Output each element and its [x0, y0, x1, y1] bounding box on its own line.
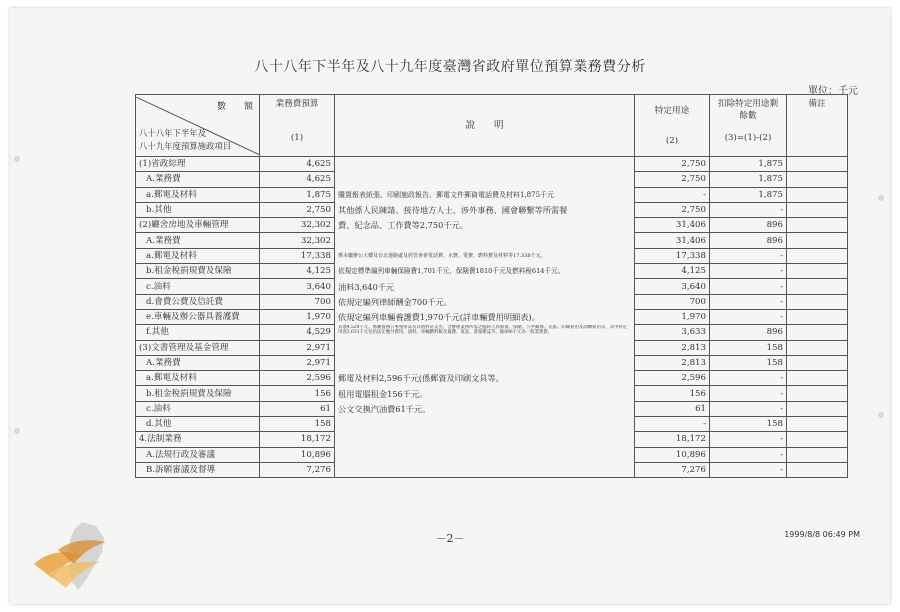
corner-header-bottom-2: 八十九年度預算施政項目 — [139, 140, 232, 151]
remaining-cell: - — [710, 264, 787, 279]
budget-cell: 7,276 — [260, 462, 335, 477]
description-cell: 依規定編列車輛養護費1,970千元(詳車輛費用明細表)。 — [335, 309, 635, 324]
row-label: c.油料 — [136, 279, 260, 294]
remaining-cell: - — [710, 432, 787, 447]
table-row — [136, 248, 848, 263]
description-cell — [335, 157, 635, 172]
budget-cell: 2,971 — [260, 340, 335, 355]
table-row — [136, 218, 848, 233]
remaining-cell: - — [710, 279, 787, 294]
punch-hole — [14, 428, 20, 434]
remarks-cell — [787, 340, 848, 355]
description-cell: 公文交換汽油費61千元。 — [335, 401, 635, 416]
remarks-cell — [787, 325, 848, 340]
description-cell — [335, 172, 635, 187]
remaining-cell: - — [710, 309, 787, 324]
description-cell — [335, 432, 635, 447]
table-row — [136, 386, 848, 401]
budget-cell: 700 — [260, 294, 335, 309]
description-cell: 郵電及材料2,596千元(係郵資及印刷文具等。 — [335, 371, 635, 386]
row-label: A.法規行政及審議 — [136, 447, 260, 462]
budget-cell: 156 — [260, 386, 335, 401]
designated-cell: - — [635, 187, 710, 202]
designated-cell: 18,172 — [635, 432, 710, 447]
description-cell — [335, 447, 635, 462]
budget-cell: 61 — [260, 401, 335, 416]
table-row — [136, 172, 848, 187]
designated-cell: 31,406 — [635, 233, 710, 248]
designated-cell: 31,406 — [635, 218, 710, 233]
remaining-cell: 158 — [710, 417, 787, 432]
description-cell: 其他4,529千元，係購置辦公事務用品及其他經常支出，含辦理業務所需之臨時人員薪資、保險、公共關係、差旅、印刷費用及訓練費用等，其中特定用途3,633千元包括法定應付費用、油料、車輛燃料稅及養護、電話、書報雜誌等，餘896千元為一般業務費。 — [335, 325, 635, 371]
remarks-cell — [787, 386, 848, 401]
designated-cell: 10,896 — [635, 447, 710, 462]
remarks-cell — [787, 218, 848, 233]
designated-cell: 2,813 — [635, 355, 710, 370]
budget-cell: 4,625 — [260, 157, 335, 172]
description-cell: 依規定標準編列車輛保險費1,701千元、保險費1810千元及燃料稅614千元。 — [335, 264, 635, 279]
budget-header — [260, 95, 335, 157]
budget-cell: 32,302 — [260, 218, 335, 233]
designated-cell: 3,640 — [635, 279, 710, 294]
table-row — [136, 432, 848, 447]
unit-label: 單位：千元 — [808, 86, 858, 97]
table-row — [136, 417, 848, 432]
table-row — [136, 294, 848, 309]
page-number: －2－ — [435, 532, 465, 545]
row-label: d.其他 — [136, 417, 260, 432]
description-cell: 油料3,640千元 — [335, 279, 635, 294]
designated-cell: 4,125 — [635, 264, 710, 279]
row-label: c.油料 — [136, 401, 260, 416]
remaining-cell: 1,875 — [710, 157, 787, 172]
remaining-cell: - — [710, 294, 787, 309]
print-timestamp: 1999/8/8 06:49 PM — [784, 530, 860, 539]
row-label: (3)文書管理及基金管理 — [136, 340, 260, 355]
budget-cell: 2,750 — [260, 202, 335, 217]
table-row — [136, 309, 848, 324]
designated-cell: 2,750 — [635, 172, 710, 187]
table-row — [136, 233, 848, 248]
remaining-cell: 896 — [710, 233, 787, 248]
table-row — [136, 157, 848, 172]
budget-cell: 4,529 — [260, 325, 335, 340]
remaining-header — [710, 95, 787, 157]
designated-cell: 700 — [635, 294, 710, 309]
remarks-cell — [787, 157, 848, 172]
designated-cell: 156 — [635, 386, 710, 401]
designated-header-label: 特定用途 — [654, 105, 690, 116]
designated-cell: 2,750 — [635, 202, 710, 217]
remaining-cell: 1,875 — [710, 187, 787, 202]
taiwan-map-logo-icon — [24, 516, 144, 596]
description-cell — [335, 417, 635, 432]
designated-header — [635, 95, 710, 157]
description-cell — [335, 233, 635, 248]
row-label: 4.法制業務 — [136, 432, 260, 447]
remarks-cell — [787, 447, 848, 462]
budget-header-label: 業務費預算 — [275, 99, 319, 109]
row-label: d.會費公費及信託費 — [136, 294, 260, 309]
description-cell: 購置報表紙張、印刷施政報告、郵電文件郵資電話費及材料1,875千元 — [335, 187, 635, 202]
row-label: f.其他 — [136, 325, 260, 340]
description-header: 說 明 — [335, 95, 635, 157]
description-cell: 租用電腦租金156千元。 — [335, 386, 635, 401]
remarks-cell — [787, 279, 848, 294]
budget-cell: 2,596 — [260, 371, 335, 386]
row-label: b.其他 — [136, 202, 260, 217]
budget-cell: 1,970 — [260, 309, 335, 324]
remaining-header-label-1: 扣除特定用途剩 — [717, 99, 779, 109]
designated-cell: 2,596 — [635, 371, 710, 386]
remarks-cell — [787, 417, 848, 432]
remaining-cell: - — [710, 401, 787, 416]
remaining-cell: 158 — [710, 355, 787, 370]
table-row — [136, 371, 848, 386]
budget-cell: 3,640 — [260, 279, 335, 294]
table-row — [136, 462, 848, 477]
row-label: b.租金稅捐規費及保險 — [136, 264, 260, 279]
description-cell: 費、紀念品、工作費等2,750千元。 — [335, 218, 635, 233]
corner-header-cell — [136, 95, 260, 157]
remarks-cell — [787, 401, 848, 416]
punch-hole — [14, 156, 20, 162]
remaining-cell: - — [710, 371, 787, 386]
table-row — [136, 279, 848, 294]
budget-cell: 1,875 — [260, 187, 335, 202]
description-cell: 其他係人民陳請、接待地方人士、涉外事務、國會聯繫等所需餐 — [335, 202, 635, 217]
designated-cell: 3,633 — [635, 325, 710, 340]
row-label: e.車輛及辦公器具養護費 — [136, 309, 260, 324]
budget-table — [135, 94, 848, 478]
header-row — [136, 95, 848, 157]
remarks-cell — [787, 371, 848, 386]
remarks-cell — [787, 202, 848, 217]
remarks-cell — [787, 264, 848, 279]
punch-hole — [878, 412, 884, 418]
remaining-header-label-2: 餘數 — [739, 111, 757, 121]
designated-cell: 7,276 — [635, 462, 710, 477]
budget-cell: 32,302 — [260, 233, 335, 248]
remaining-header-formula: (3)=(1)-(2) — [724, 133, 772, 143]
designated-cell: - — [635, 417, 710, 432]
table-row — [136, 447, 848, 462]
remarks-cell — [787, 187, 848, 202]
row-label: B.訴願審議及督導 — [136, 462, 260, 477]
document-title: 八十八年下半年及八十九年度臺灣省政府單位預算業務費分析 — [254, 59, 646, 75]
designated-cell: 17,338 — [635, 248, 710, 263]
designated-cell: 61 — [635, 401, 710, 416]
description-cell: 依規定編列律師酬金700千元。 — [335, 294, 635, 309]
remarks-header: 備註 — [787, 95, 848, 157]
row-label: (2)廳舍房地及車輛管理 — [136, 218, 260, 233]
budget-cell: 18,172 — [260, 432, 335, 447]
budget-header-number: (1) — [290, 133, 304, 143]
remaining-cell: 896 — [710, 325, 787, 340]
remarks-cell — [787, 462, 848, 477]
remarks-cell — [787, 172, 848, 187]
remarks-cell — [787, 355, 848, 370]
row-label: a.郵電及材料 — [136, 371, 260, 386]
remaining-cell: - — [710, 248, 787, 263]
table-row — [136, 325, 848, 340]
budget-cell: 17,338 — [260, 248, 335, 263]
row-label: A.業務費 — [136, 172, 260, 187]
remaining-cell: - — [710, 386, 787, 401]
corner-header-top: 數 額 — [216, 101, 253, 112]
designated-cell: 2,813 — [635, 340, 710, 355]
remarks-cell — [787, 248, 848, 263]
budget-cell: 10,896 — [260, 447, 335, 462]
row-label: a.郵電及材料 — [136, 187, 260, 202]
remarks-cell — [787, 432, 848, 447]
remaining-cell: 158 — [710, 340, 787, 355]
description-cell: 係本廳辦公大樓及台北連絡處及經管會會電話費、水費、電費、燃料費及材料等17,338千元。 — [335, 248, 635, 263]
document-page — [10, 8, 890, 604]
description-cell — [335, 462, 635, 477]
budget-cell: 2,971 — [260, 355, 335, 370]
remaining-cell: - — [710, 447, 787, 462]
corner-header-bottom-1: 八十八年下半年及 — [139, 127, 206, 138]
designated-header-number: (2) — [665, 135, 679, 146]
row-label: A.業務費 — [136, 355, 260, 370]
remaining-cell: - — [710, 462, 787, 477]
designated-cell: 1,970 — [635, 309, 710, 324]
budget-cell: 158 — [260, 417, 335, 432]
remaining-cell: 1,875 — [710, 172, 787, 187]
table-row — [136, 401, 848, 416]
remaining-cell: 896 — [710, 218, 787, 233]
row-label: A.業務費 — [136, 233, 260, 248]
table-row — [136, 187, 848, 202]
row-label: b.租金稅捐規費及保險 — [136, 386, 260, 401]
remaining-cell: - — [710, 202, 787, 217]
budget-cell: 4,125 — [260, 264, 335, 279]
remarks-cell — [787, 294, 848, 309]
row-label: (1)省政綜理 — [136, 157, 260, 172]
table-row — [136, 264, 848, 279]
table-row — [136, 202, 848, 217]
row-label: a.郵電及材料 — [136, 248, 260, 263]
punch-hole — [878, 195, 884, 201]
remarks-cell — [787, 233, 848, 248]
budget-cell: 4,625 — [260, 172, 335, 187]
remarks-cell — [787, 309, 848, 324]
designated-cell: 2,750 — [635, 157, 710, 172]
